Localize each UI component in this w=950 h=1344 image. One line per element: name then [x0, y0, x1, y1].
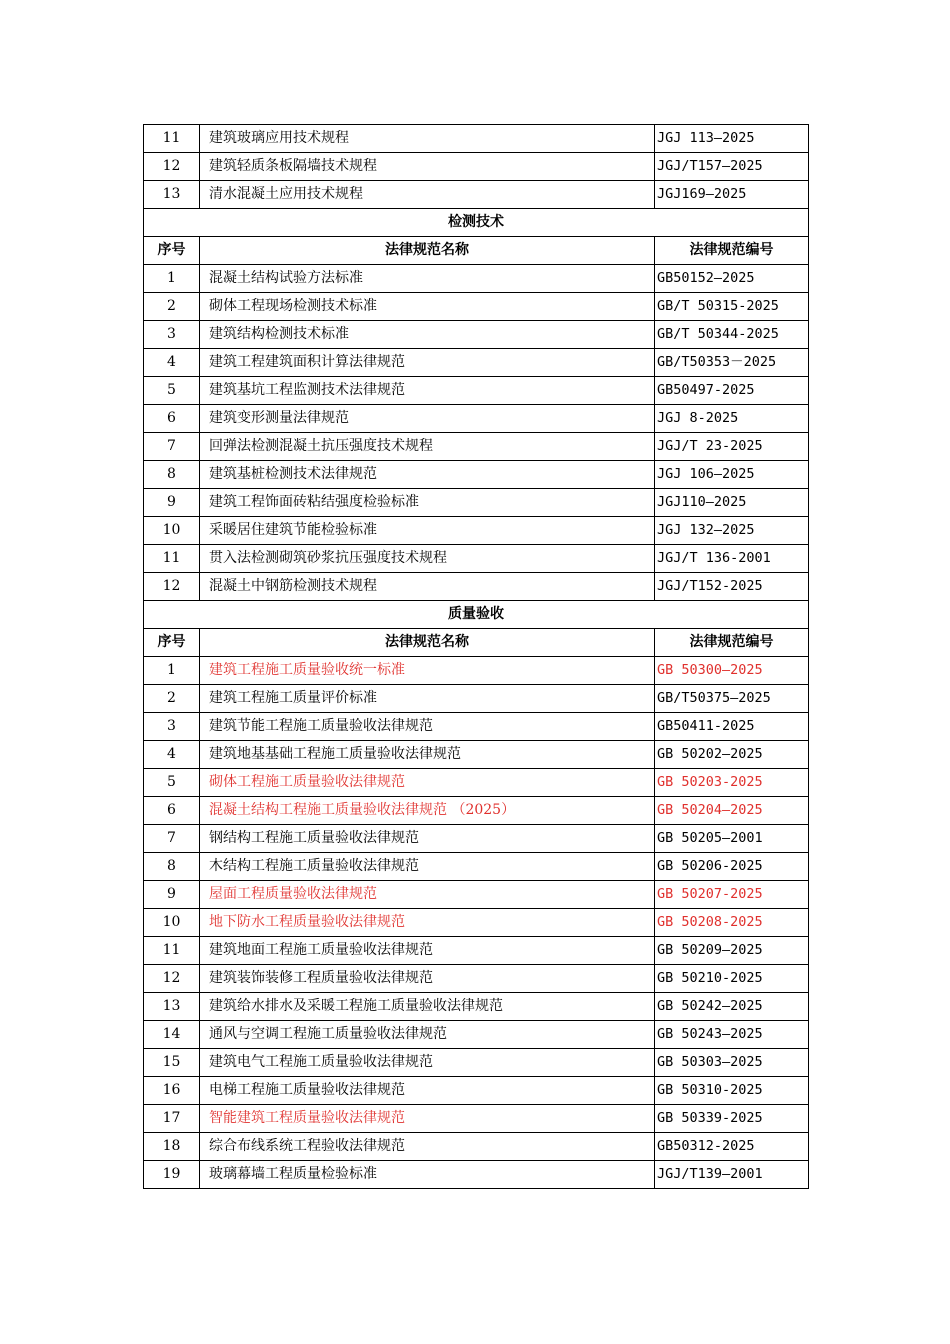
row-number: 11 [144, 937, 200, 965]
standard-code: GB/T50353－2025 [655, 349, 809, 377]
standards-table [143, 124, 809, 1189]
standard-code: GB 50243—2025 [655, 1021, 809, 1049]
standard-code: JGJ/T152-2025 [655, 573, 809, 601]
standard-code: JGJ 132—2025 [655, 517, 809, 545]
table-row [144, 293, 809, 321]
row-number: 8 [144, 853, 200, 881]
table-row [144, 769, 809, 797]
standard-code: GB 50204—2025 [655, 797, 809, 825]
row-number: 7 [144, 825, 200, 853]
row-number: 13 [144, 993, 200, 1021]
standard-name: 玻璃幕墙工程质量检验标准 [200, 1161, 655, 1189]
table-row [144, 713, 809, 741]
row-number: 7 [144, 433, 200, 461]
standard-code: JGJ169—2025 [655, 181, 809, 209]
standard-name: 综合布线系统工程验收法律规范 [200, 1133, 655, 1161]
standard-code: GB 50206-2025 [655, 853, 809, 881]
standard-name: 建筑电气工程施工质量验收法律规范 [200, 1049, 655, 1077]
section-title: 质量验收 [144, 601, 809, 629]
standard-name: 混凝土结构工程施工质量验收法律规范 （2025） [200, 797, 655, 825]
standard-code: GB 50207-2025 [655, 881, 809, 909]
table-row [144, 657, 809, 685]
standard-code: JGJ110—2025 [655, 489, 809, 517]
row-number: 4 [144, 349, 200, 377]
standard-name: 电梯工程施工质量验收法律规范 [200, 1077, 655, 1105]
standard-code: JGJ/T157—2025 [655, 153, 809, 181]
section-title-row [144, 209, 809, 237]
table-row [144, 937, 809, 965]
table-row [144, 265, 809, 293]
table-row [144, 517, 809, 545]
standard-name: 建筑变形测量法律规范 [200, 405, 655, 433]
standard-name: 砌体工程现场检测技术标准 [200, 293, 655, 321]
standards-table-page [143, 124, 808, 1189]
row-number: 4 [144, 741, 200, 769]
standard-code: JGJ 113—2025 [655, 125, 809, 153]
table-row [144, 1077, 809, 1105]
standard-name: 建筑基桩检测技术法律规范 [200, 461, 655, 489]
table-row [144, 965, 809, 993]
row-number: 2 [144, 685, 200, 713]
standard-name: 建筑工程施工质量验收统一标准 [200, 657, 655, 685]
row-number: 1 [144, 657, 200, 685]
column-header-name: 法律规范名称 [200, 237, 655, 265]
row-number: 2 [144, 293, 200, 321]
row-number: 17 [144, 1105, 200, 1133]
column-header-no: 序号 [144, 629, 200, 657]
row-number: 3 [144, 321, 200, 349]
standard-code: GB/T50375—2025 [655, 685, 809, 713]
row-number: 14 [144, 1021, 200, 1049]
standard-name: 混凝土结构试验方法标准 [200, 265, 655, 293]
section-title-row [144, 601, 809, 629]
table-row [144, 1049, 809, 1077]
table-row [144, 405, 809, 433]
standard-code: JGJ/T 136-2001 [655, 545, 809, 573]
standard-code: GB 50202—2025 [655, 741, 809, 769]
standards-table-body [144, 125, 809, 1189]
table-row [144, 153, 809, 181]
standard-name: 建筑基坑工程监测技术法律规范 [200, 377, 655, 405]
row-number: 11 [144, 545, 200, 573]
table-row [144, 1021, 809, 1049]
column-header-name: 法律规范名称 [200, 629, 655, 657]
standard-code: GB 50339-2025 [655, 1105, 809, 1133]
standard-code: GB 50205—2001 [655, 825, 809, 853]
standard-code: GB/T 50315-2025 [655, 293, 809, 321]
standard-name: 建筑给水排水及采暖工程施工质量验收法律规范 [200, 993, 655, 1021]
standard-name: 通风与空调工程施工质量验收法律规范 [200, 1021, 655, 1049]
standard-code: JGJ 106—2025 [655, 461, 809, 489]
standard-code: GB 50310-2025 [655, 1077, 809, 1105]
table-row [144, 461, 809, 489]
table-row [144, 685, 809, 713]
table-row [144, 741, 809, 769]
standard-code: GB 50210-2025 [655, 965, 809, 993]
row-number: 6 [144, 797, 200, 825]
row-number: 12 [144, 965, 200, 993]
table-row [144, 125, 809, 153]
table-row [144, 1105, 809, 1133]
table-row [144, 573, 809, 601]
standard-name: 钢结构工程施工质量验收法律规范 [200, 825, 655, 853]
standard-name: 贯入法检测砌筑砂浆抗压强度技术规程 [200, 545, 655, 573]
table-row [144, 545, 809, 573]
row-number: 18 [144, 1133, 200, 1161]
table-row [144, 881, 809, 909]
table-row [144, 349, 809, 377]
standard-code: GB 50300—2025 [655, 657, 809, 685]
standard-code: GB50152—2025 [655, 265, 809, 293]
section-title: 检测技术 [144, 209, 809, 237]
standard-name: 建筑装饰装修工程质量验收法律规范 [200, 965, 655, 993]
standard-name: 建筑玻璃应用技术规程 [200, 125, 655, 153]
row-number: 19 [144, 1161, 200, 1189]
row-number: 10 [144, 517, 200, 545]
standard-code: GB50497-2025 [655, 377, 809, 405]
standard-name: 砌体工程施工质量验收法律规范 [200, 769, 655, 797]
row-number: 5 [144, 769, 200, 797]
standard-name: 采暖居住建筑节能检验标准 [200, 517, 655, 545]
table-row [144, 909, 809, 937]
table-row [144, 489, 809, 517]
standard-name: 建筑结构检测技术标准 [200, 321, 655, 349]
row-number: 13 [144, 181, 200, 209]
standard-code: JGJ/T 23-2025 [655, 433, 809, 461]
row-number: 15 [144, 1049, 200, 1077]
row-number: 12 [144, 573, 200, 601]
standard-name: 建筑工程建筑面积计算法律规范 [200, 349, 655, 377]
table-row [144, 825, 809, 853]
row-number: 16 [144, 1077, 200, 1105]
standard-code: JGJ/T139—2001 [655, 1161, 809, 1189]
table-row [144, 321, 809, 349]
table-row [144, 433, 809, 461]
standard-name: 建筑工程施工质量评价标准 [200, 685, 655, 713]
row-number: 1 [144, 265, 200, 293]
standard-name: 建筑工程饰面砖粘结强度检验标准 [200, 489, 655, 517]
table-row [144, 797, 809, 825]
standard-code: GB 50209—2025 [655, 937, 809, 965]
standard-code: GB 50203-2025 [655, 769, 809, 797]
row-number: 9 [144, 489, 200, 517]
table-row [144, 993, 809, 1021]
standard-name: 回弹法检测混凝土抗压强度技术规程 [200, 433, 655, 461]
standard-name: 建筑地面工程施工质量验收法律规范 [200, 937, 655, 965]
table-row [144, 181, 809, 209]
standard-name: 建筑节能工程施工质量验收法律规范 [200, 713, 655, 741]
standard-code: GB50312-2025 [655, 1133, 809, 1161]
standard-code: GB 50208-2025 [655, 909, 809, 937]
table-row [144, 1133, 809, 1161]
column-header-row [144, 237, 809, 265]
standard-name: 木结构工程施工质量验收法律规范 [200, 853, 655, 881]
column-header-row [144, 629, 809, 657]
standard-code: GB 50303—2025 [655, 1049, 809, 1077]
standard-name: 清水混凝土应用技术规程 [200, 181, 655, 209]
standard-name: 屋面工程质量验收法律规范 [200, 881, 655, 909]
standard-code: GB/T 50344-2025 [655, 321, 809, 349]
column-header-no: 序号 [144, 237, 200, 265]
row-number: 3 [144, 713, 200, 741]
standard-code: GB 50242—2025 [655, 993, 809, 1021]
column-header-code: 法律规范编号 [655, 629, 809, 657]
column-header-code: 法律规范编号 [655, 237, 809, 265]
standard-code: GB50411-2025 [655, 713, 809, 741]
row-number: 5 [144, 377, 200, 405]
standard-name: 建筑地基基础工程施工质量验收法律规范 [200, 741, 655, 769]
row-number: 10 [144, 909, 200, 937]
row-number: 8 [144, 461, 200, 489]
standard-name: 智能建筑工程质量验收法律规范 [200, 1105, 655, 1133]
standard-code: JGJ 8-2025 [655, 405, 809, 433]
table-row [144, 853, 809, 881]
row-number: 9 [144, 881, 200, 909]
row-number: 12 [144, 153, 200, 181]
table-row [144, 377, 809, 405]
standard-name: 建筑轻质条板隔墙技术规程 [200, 153, 655, 181]
table-row [144, 1161, 809, 1189]
row-number: 6 [144, 405, 200, 433]
standard-name: 混凝土中钢筋检测技术规程 [200, 573, 655, 601]
standard-name: 地下防水工程质量验收法律规范 [200, 909, 655, 937]
row-number: 11 [144, 125, 200, 153]
